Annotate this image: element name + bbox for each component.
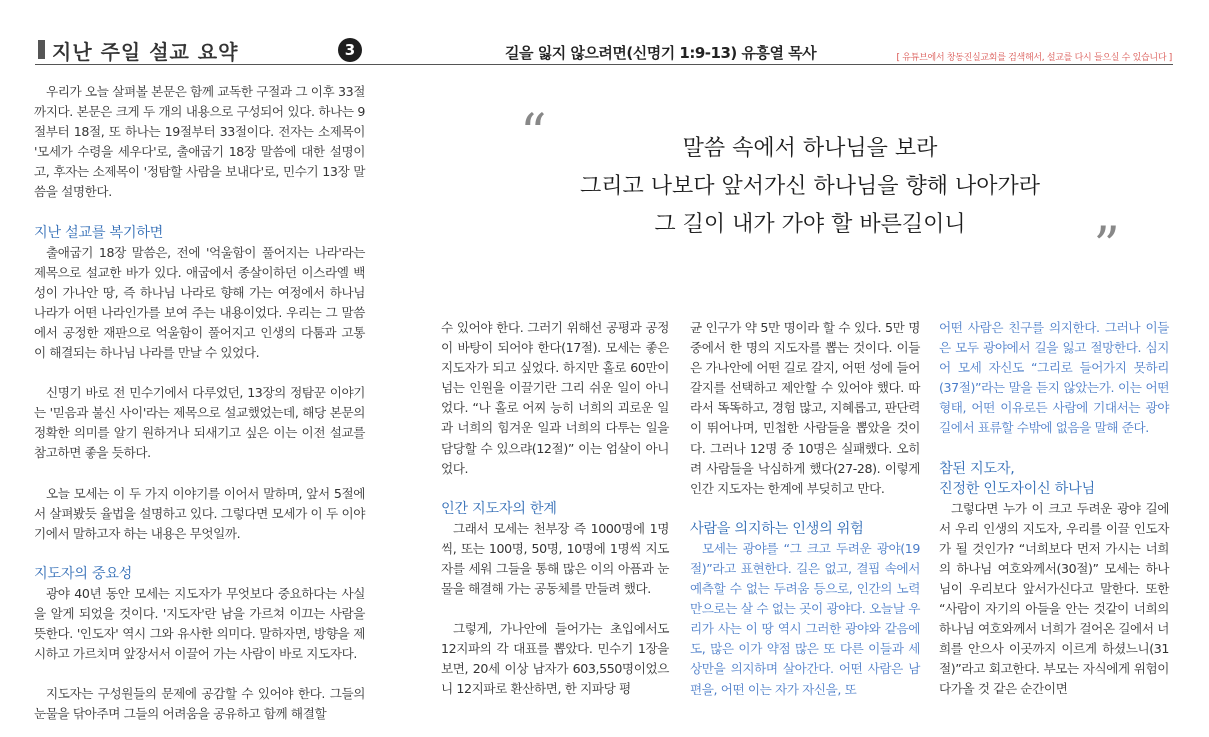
paragraph: 수 있어야 한다. 그러기 위해선 공평과 공정이 바탕이 되어야 한다(17절). 모세는 좋은 지도자가 되고 싶었다. 하지만 홀로 60만이 넘는 인원을 이끌기란 그리 쉬운 일이 아니었다. “나 홀로 어찌 능히 너희의 괴로운 일과 너희의 힘겨운 일과 너희의 다투는 일을 담당할 수 있으랴(12절)” 이는 엄살이 아니었다. (441, 320, 669, 476)
column-4 (939, 318, 1169, 700)
paragraph: 모세는 광야를 “그 크고 두려운 광야(19절)”라고 표현한다. 길은 없고, 결핍 속에서 예측할 수 없는 두려움 등으로, 인간의 노력만으로는 살 수 없는 곳이 광야다. 오늘날 우리가 사는 이 땅 역시 그러한 광야와 같음에도, 많은 이가 약점 많은 또 다른 이들과 세상만을 의지하며 살아간다. 어떤 사람은 남편을, 어떤 이는 자가 자신을, 또 (690, 540, 920, 697)
paragraph: 어떤 사람은 친구를 의지한다. 그러나 이들은 모두 광야에서 길을 잃고 절망한다. 심지어 모세 자신도 “그리로 들어가지 못하리(37절)”라는 말을 듣지 않았는가. 이는 어떤 형태, 어떤 이유로든 사람에 기대서는 광야길에서 표류할 수밖에 없음을 말해 준다. (939, 320, 1169, 436)
header-divider (35, 64, 1173, 65)
pull-quote (520, 104, 1120, 277)
paragraph: 그렇다면 누가 이 크고 두려운 광야 길에서 우리 인생의 지도자, 우리를 이끌 인도자가 될 것인가? “너희보다 먼저 가시는 너희의 하나님 여호와께서(30절)” 모세는 하나님이 우리보다 앞서가신다고 말한다. 또한 “사람이 자기의 아들을 안는 것같이 너희의 하나님 여호와께서 너희가 걸어온 길에서 너희를 안으사 이곳까지 이르게 하셨느니(31절)”라고 회고한다. 부모는 자식에게 위험이 다가올 것 같은 순간이면 (939, 500, 1169, 697)
paragraph: 오늘 모세는 이 두 가지 이야기를 이어서 말하며, 앞서 5절에서 살펴봤듯 율법을 설명하고 있다. 그렇다면 모세가 이 두 이야기에서 말하고자 하는 내용은 무엇일까. (34, 485, 365, 541)
paragraph: 신명기 바로 전 민수기에서 다루었던, 13장의 정탐꾼 이야기는 '믿음과 불신 사이'라는 제목으로 설교했었는데, 해당 본문의 정확한 의미를 알기 원하거나 되새기고 싶은 이는 이전 설교를 참고하면 좋을 듯하다. (34, 385, 365, 461)
subheading: 지난 설교를 복기하면 (34, 224, 164, 241)
quote-line-2: 그리고 나보다 앞서가신 하나님을 향해 나아가라 (579, 174, 1040, 199)
sermon-title: 길을 잃지 않으려면(신명기 1:9-13) 유흥열 목사 (505, 44, 817, 62)
subheading: 진정한 인도자이신 하나님 (939, 480, 1095, 497)
subheading: 사람을 의지하는 인생의 위험 (690, 520, 864, 537)
paragraph: 그래서 모세는 천부장 즉 1000명에 1명씩, 또는 100명, 50명, 10명에 1명씩 지도자를 세워 그들을 통해 많은 이의 아픔과 눈물을 해결해 가는 공동체를 만들려 했다. (441, 520, 669, 597)
section-marker-bar (38, 40, 45, 59)
paragraph: 지도자는 구성원들의 문제에 공감할 수 있어야 한다. 그들의 눈물을 닦아주며 그들의 어려움을 공유하고 함께 해결할 (34, 686, 365, 722)
column-1 (34, 82, 365, 724)
paragraph: 그렇게, 가나안에 들어가는 초입에서도 12지파의 각 대표를 뽑았다. 민수기 1장을 보면, 20세 이상 남자가 603,550명이었으니 12지파로 환산하면, 한 지파당 평 (441, 621, 669, 697)
section-title: 지난 주일 설교 요약 (52, 40, 239, 64)
paragraph: 출애굽기 18장 말씀은, 전에 '억울함이 풀어지는 나라'라는 제목으로 설교한 바가 있다. 애굽에서 종살이하던 이스라엘 백성이 가나안 땅, 즉 하나님 나라로 향해 가는 여정에서 하나님 나라가 어떤 나라인가를 보여 주는 내용이었다. 우리는 그 말씀에서 공정한 재판으로 억울함이 풀어지고 인생의 다툼과 고통이 해결되는 하나님 나라를 만날 수 있었다. (34, 244, 365, 361)
subheading: 지도자의 중요성 (34, 565, 133, 582)
close-quote-mark: ” (1093, 217, 1120, 277)
paragraph: 우리가 오늘 살펴볼 본문은 함께 교독한 구절과 그 이후 33절까지다. 본문은 크게 두 개의 내용으로 구성되어 있다. 하나는 9절부터 18절, 또 하나는 19절부터 33절이다. 전자는 소제목이 '모세가 수령을 세우다'로, 출애굽기 18장 말씀에 대한 설명이고, 후자는 소제목이 '정탐할 사람을 보내다'로, 민수기 13장 말씀을 설명한다. (34, 84, 365, 200)
subheading: 인간 지도자의 한계 (441, 500, 557, 517)
open-quote-mark: “ (520, 104, 547, 164)
quote-text (520, 130, 1100, 244)
paragraph: 균 인구가 약 5만 명이라 할 수 있다. 5만 명 중에서 한 명의 지도자를 뽑는 것이다. 이들은 가나안에 어떤 길로 갈지, 어떤 성에 들어갈지를 선택하고 제안할 수 있어야 했다. 따라서 똑똑하고, 경험 많고, 지혜롭고, 판단력이 뛰어나며, 민첩한 사람들을 뽑았을 것이다. 그러나 12명 중 10명은 실패했다. 오히려 사람들을 낙심하게 했다(27-28). 이렇게 인간 지도자는 한계에 부딪히고 만다. (690, 320, 920, 496)
column-3 (690, 318, 920, 700)
page-header (0, 0, 1209, 68)
subheading: 참된 지도자, (939, 460, 1015, 477)
paragraph: 광야 40년 동안 모세는 지도자가 무엇보다 중요하다는 사실을 알게 되었을 것이다. '지도자'란 남을 가르쳐 이끄는 사람을 뜻한다. '인도자' 역시 그와 유사한 의미다. 말하자면, 방향을 제시하고 가르치며 앞장서서 이끌어 가는 사람이 바로 지도자다. (34, 585, 365, 662)
quote-line-1: 말씀 속에서 하나님을 보라 (682, 136, 938, 161)
page-number-badge: 3 (338, 38, 362, 62)
youtube-notice: [ 유튜브에서 창동진실교회를 검색해서, 설교를 다시 들으실 수 있습니다 ] (896, 53, 1172, 63)
quote-line-3: 그 길이 내가 가야 할 바른길이니 (654, 212, 966, 237)
column-2 (441, 318, 669, 700)
